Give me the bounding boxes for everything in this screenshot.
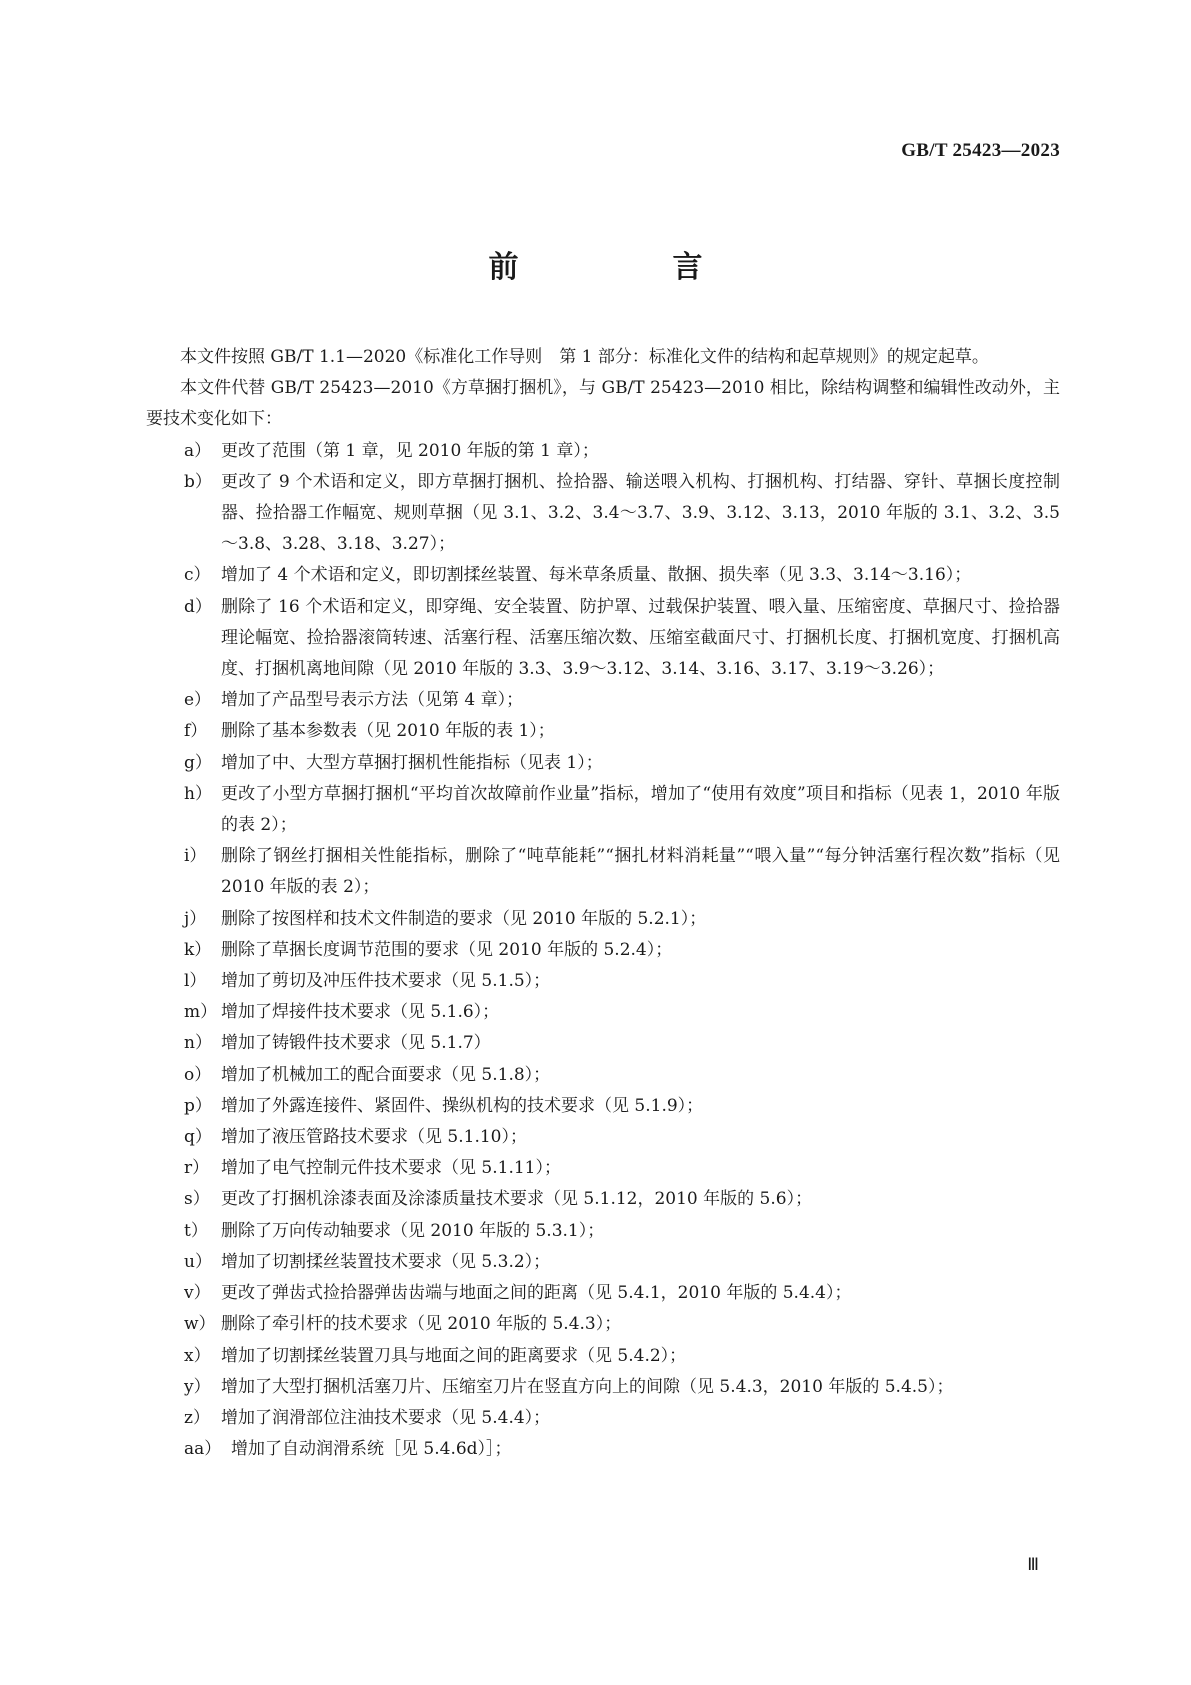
list-item-text: 增加了机械加工的配合面要求（见 5.1.8）； bbox=[221, 1064, 551, 1085]
list-item-text: 删除了按图样和技术文件制造的要求（见 2010 年版的 5.2.1）； bbox=[221, 908, 707, 929]
list-item-marker: a） bbox=[184, 440, 212, 461]
list-item-marker: z） bbox=[184, 1407, 210, 1428]
list-item-text: 删除了 16 个术语和定义，即穿绳、安全装置、防护罩、过载保护装置、喂入量、压缩密度、草捆尺寸、捡拾器理论幅宽、捡拾器滚筒转速、活塞行程、活塞压缩次数、压缩室截面尺寸、打捆机长度、打捆机宽度、打捆机高度、打捆机离地间隙（见 2010 年版的 3.3、3.9～3.12、3.14、3.16、3.17、3.19～3.26）； bbox=[221, 596, 1060, 680]
list-item bbox=[146, 1216, 1060, 1247]
list-item-text: 增加了外露连接件、紧固件、操纵机构的技术要求（见 5.1.9）； bbox=[221, 1095, 704, 1116]
list-item-marker: l） bbox=[184, 971, 207, 992]
list-item bbox=[146, 1060, 1060, 1091]
list-item-marker: p） bbox=[184, 1095, 212, 1116]
paragraph-replacement: 本文件代替 GB/T 25423—2010《方草捆打捆机》，与 GB/T 25423—2010 相比，除结构调整和编辑性改动外，主要技术变化如下： bbox=[146, 378, 1060, 430]
list-item-marker: r） bbox=[184, 1158, 210, 1179]
list-item-marker: d） bbox=[184, 596, 212, 617]
list-item bbox=[146, 1341, 1060, 1372]
list-item bbox=[146, 1434, 1060, 1465]
list-item-marker: s） bbox=[184, 1189, 210, 1210]
list-item-marker: f） bbox=[184, 721, 208, 742]
list-item-marker: o） bbox=[184, 1064, 212, 1085]
list-item bbox=[146, 1091, 1060, 1122]
paragraph-drafting-rules: 本文件按照 GB/T 1.1—2020《标准化工作导则 第 1 部分：标准化文件的结构和起草规则》的规定起草。 bbox=[180, 347, 989, 367]
list-item-text: 增加了切割揉丝装置刀具与地面之间的距离要求（见 5.4.2）； bbox=[221, 1345, 687, 1366]
list-item bbox=[146, 935, 1060, 966]
list-item bbox=[146, 1028, 1060, 1059]
list-item-marker: aa） bbox=[184, 1439, 222, 1460]
list-item bbox=[146, 779, 1060, 841]
list-item-marker: x） bbox=[184, 1345, 211, 1366]
list-item-marker: i） bbox=[184, 846, 207, 867]
list-item bbox=[146, 1403, 1060, 1434]
list-item bbox=[146, 1309, 1060, 1340]
list-item bbox=[146, 748, 1060, 779]
list-item bbox=[146, 1278, 1060, 1309]
list-item-text: 删除了钢丝打捆相关性能指标，删除了“吨草能耗”“捆扎材料消耗量”“喂入量”“每分钟活塞行程次数”指标（见 2010 年版的表 2）； bbox=[221, 846, 1060, 898]
list-item-marker: t） bbox=[184, 1220, 208, 1241]
list-item bbox=[146, 467, 1060, 561]
list-item-text: 增加了液压管路技术要求（见 5.1.10）； bbox=[221, 1127, 527, 1148]
list-item bbox=[146, 685, 1060, 716]
list-item-marker: e） bbox=[184, 690, 212, 711]
list-item bbox=[146, 1122, 1060, 1153]
list-item bbox=[146, 716, 1060, 747]
list-item-marker: k） bbox=[184, 939, 212, 960]
list-item-marker: w） bbox=[184, 1314, 216, 1335]
list-item bbox=[146, 1372, 1060, 1403]
list-item bbox=[146, 592, 1060, 686]
list-item-marker: n） bbox=[184, 1033, 212, 1054]
list-item-marker: j） bbox=[184, 908, 207, 929]
list-item-text: 增加了自动润滑系统［见 5.4.6d）］； bbox=[231, 1439, 512, 1460]
list-item-text: 增加了焊接件技术要求（见 5.1.6）； bbox=[221, 1002, 500, 1023]
list-item-text: 更改了打捆机涂漆表面及涂漆质量技术要求（见 5.1.12，2010 年版的 5.6）； bbox=[221, 1189, 813, 1210]
list-item-marker: h） bbox=[184, 783, 212, 804]
list-item bbox=[146, 997, 1060, 1028]
list-item-text: 增加了中、大型方草捆打捆机性能指标（见表 1）； bbox=[221, 752, 603, 773]
list-item-text: 增加了大型打捆机活塞刀片、压缩室刀片在竖直方向上的间隙（见 5.4.3，2010 年版的 5.4.5）； bbox=[221, 1376, 954, 1397]
standard-code: GB/T 25423—2023 bbox=[901, 140, 1060, 161]
list-item bbox=[146, 560, 1060, 591]
list-item-marker: b） bbox=[184, 471, 212, 492]
list-item bbox=[146, 1184, 1060, 1215]
list-item-marker: v） bbox=[184, 1283, 211, 1304]
list-item-text: 增加了电气控制元件技术要求（见 5.1.11）； bbox=[221, 1158, 561, 1179]
list-item-marker: m） bbox=[184, 1002, 218, 1023]
list-item-marker: y） bbox=[184, 1376, 211, 1397]
list-item bbox=[146, 966, 1060, 997]
list-item-text: 增加了润滑部位注油技术要求（见 5.4.4）； bbox=[221, 1407, 551, 1428]
list-item-text: 增加了剪切及冲压件技术要求（见 5.1.5）； bbox=[221, 971, 551, 992]
list-item bbox=[146, 1153, 1060, 1184]
list-item-text: 增加了 4 个术语和定义，即切割揉丝装置、每米草条质量、散捆、损失率（见 3.3、3.14～3.16）； bbox=[221, 565, 972, 586]
list-item bbox=[146, 1247, 1060, 1278]
page-number: Ⅲ bbox=[1027, 1555, 1039, 1574]
list-item bbox=[146, 904, 1060, 935]
list-item-text: 删除了万向传动轴要求（见 2010 年版的 5.3.1）； bbox=[221, 1220, 605, 1241]
list-item-text: 删除了草捆长度调节范围的要求（见 2010 年版的 5.2.4）； bbox=[221, 939, 673, 960]
list-item bbox=[146, 436, 1060, 467]
list-item-marker: c） bbox=[184, 565, 211, 586]
list-item bbox=[146, 841, 1060, 903]
list-item-text: 增加了切割揉丝装置技术要求（见 5.3.2）； bbox=[221, 1251, 551, 1272]
document-body bbox=[146, 342, 1060, 1465]
list-item-text: 增加了产品型号表示方法（见第 4 章）； bbox=[221, 690, 524, 711]
list-item-text: 更改了小型方草捆打捆机“平均首次故障前作业量”指标，增加了“使用有效度”项目和指标（见表 1，2010 年版的表 2）； bbox=[221, 783, 1060, 836]
list-item-text: 增加了铸锻件技术要求（见 5.1.7） bbox=[221, 1033, 491, 1054]
list-item-text: 更改了弹齿式捡拾器弹齿齿端与地面之间的距离（见 5.4.1，2010 年版的 5.4.4）； bbox=[221, 1283, 852, 1304]
list-item-marker: q） bbox=[184, 1127, 212, 1148]
list-item-text: 删除了牵引杆的技术要求（见 2010 年版的 5.4.3）； bbox=[221, 1314, 622, 1335]
list-item-marker: g） bbox=[184, 752, 212, 773]
list-item-marker: u） bbox=[184, 1251, 212, 1272]
list-item-text: 删除了基本参数表（见 2010 年版的表 1）； bbox=[221, 721, 555, 742]
page-title: 前 言 bbox=[488, 250, 765, 285]
list-item-text: 更改了 9 个术语和定义，即方草捆打捆机、捡拾器、输送喂入机构、打捆机构、打结器、穿针、草捆长度控制器、捡拾器工作幅宽、规则草捆（见 3.1、3.2、3.4～3.7、3.9、3.12、3.13，2010 年版的 3.1、3.2、3.5～3.8、3.28、3.18、3.27）； bbox=[221, 471, 1060, 555]
list-item-text: 更改了范围（第 1 章，见 2010 年版的第 1 章）； bbox=[221, 440, 599, 461]
change-list bbox=[146, 436, 1060, 1466]
